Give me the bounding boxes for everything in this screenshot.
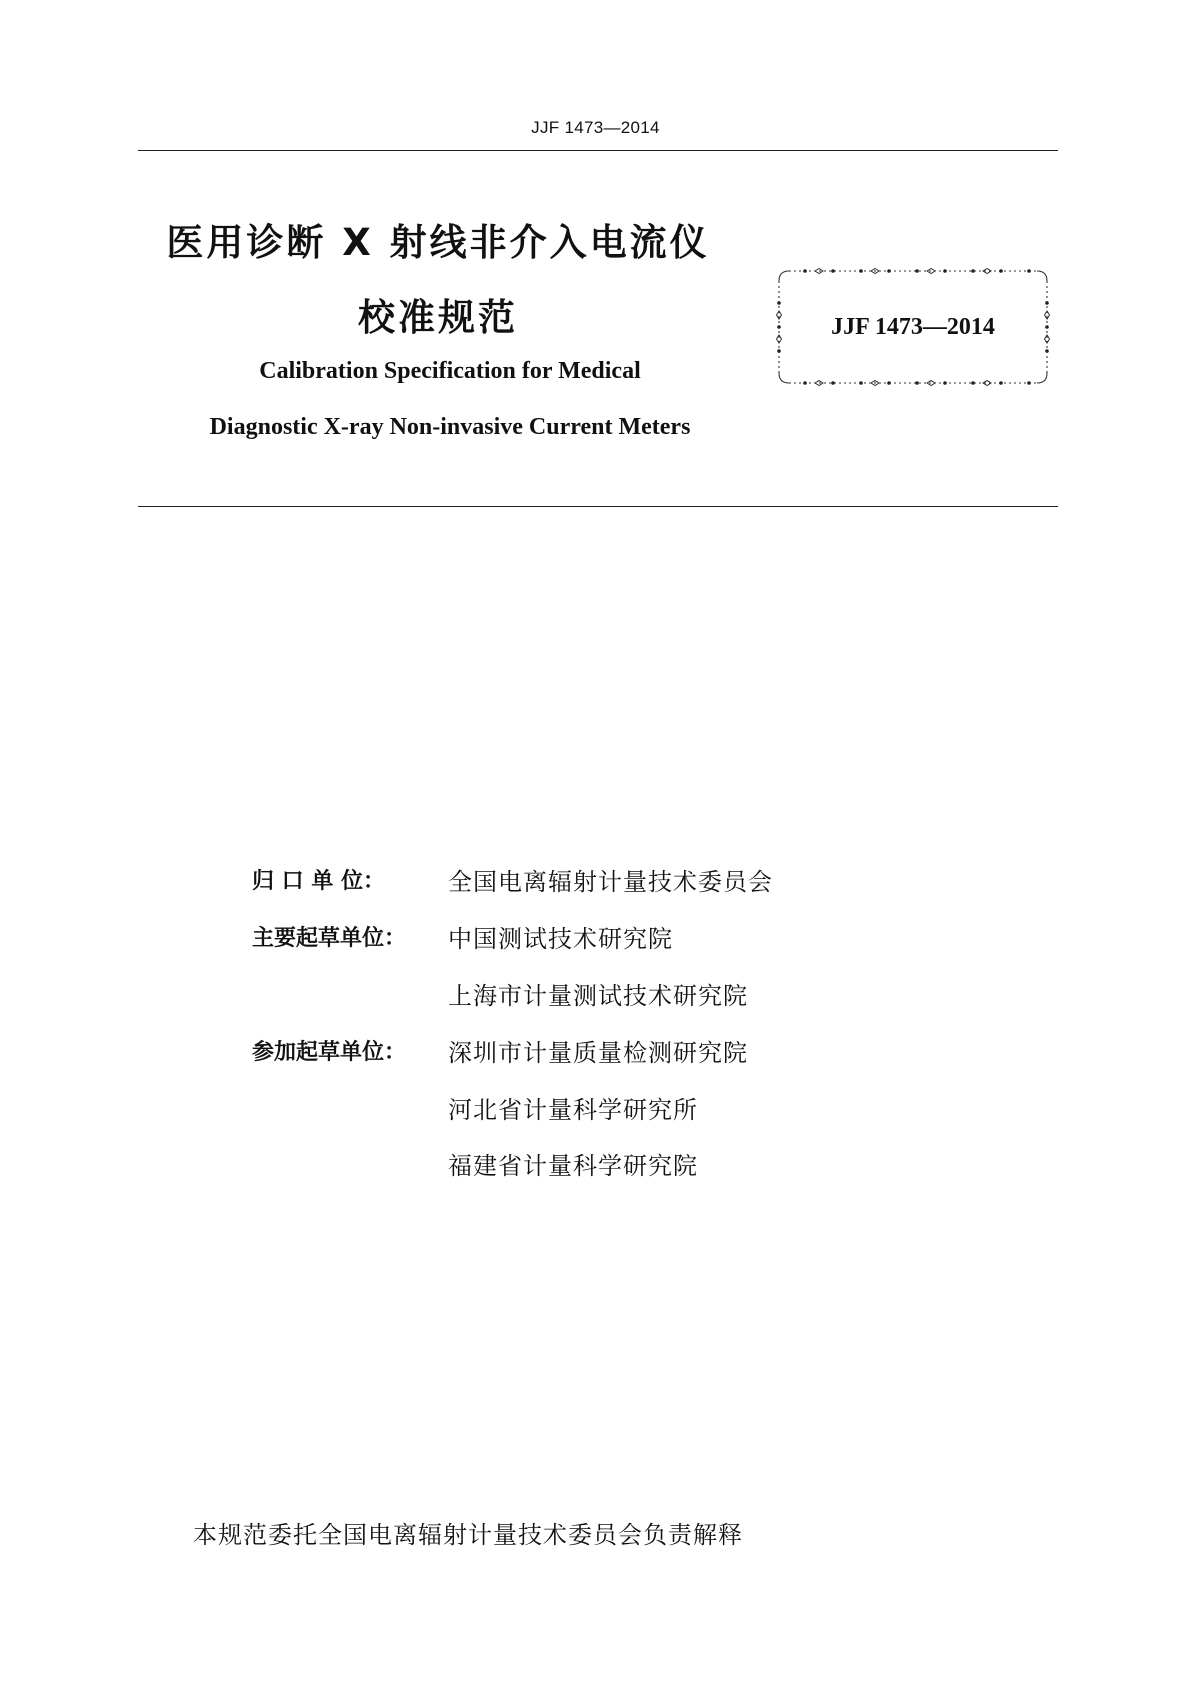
interpretation-note: 本规范委托全国电离辐射计量技术委员会负责解释 bbox=[193, 1521, 743, 1549]
main-drafters-label: 主要起草单位： bbox=[252, 926, 407, 951]
bottom-divider bbox=[138, 506, 1058, 507]
main-drafter-2: 上海市计量测试技术研究院 bbox=[448, 982, 748, 1010]
top-divider bbox=[138, 150, 1058, 151]
title-cn-line2: 校准规范 bbox=[358, 296, 518, 339]
header-standard-code: JJF 1473—2014 bbox=[531, 118, 660, 137]
participating-drafter-3: 福建省计量科学研究院 bbox=[448, 1152, 698, 1180]
responsible-unit-label: 归 口 单 位： bbox=[252, 869, 385, 894]
title-cn-line1: 医用诊断 X 射线非介入电流仪 bbox=[166, 221, 710, 264]
title-en-line2: Diagnostic X-ray Non-invasive Current Meters bbox=[209, 414, 691, 440]
participating-drafter-1: 深圳市计量质量检测研究院 bbox=[448, 1039, 748, 1067]
participating-drafters-label: 参加起草单位： bbox=[252, 1040, 407, 1065]
standard-code-box bbox=[775, 267, 1051, 387]
standard-code-box-text: JJF 1473—2014 bbox=[831, 314, 995, 340]
main-drafter-1: 中国测试技术研究院 bbox=[448, 925, 673, 953]
participating-drafter-2: 河北省计量科学研究所 bbox=[448, 1096, 698, 1124]
title-en-line1: Calibration Specification for Medical bbox=[259, 358, 641, 384]
responsible-unit-value: 全国电离辐射计量技术委员会 bbox=[448, 868, 773, 896]
